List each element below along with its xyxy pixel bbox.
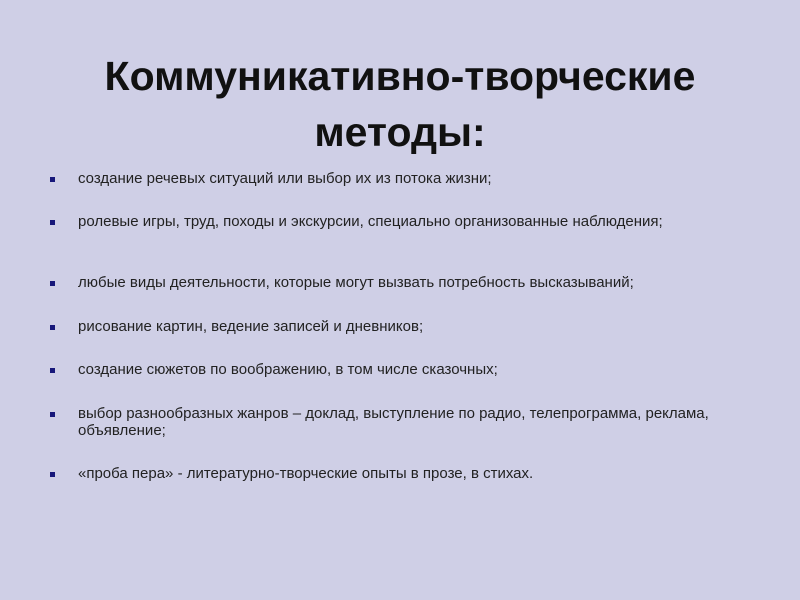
square-bullet-icon [50, 368, 55, 373]
list-item-text: создание речевых ситуаций или выбор их из потока жизни; [78, 170, 492, 187]
title-line-2: методы: [314, 109, 486, 155]
list-item-text: любые виды деятельности, которые могут вызвать потребность высказываний; [78, 274, 634, 291]
list-item [50, 170, 750, 187]
square-bullet-icon [50, 472, 55, 477]
list-item [50, 213, 750, 230]
slide-title [40, 48, 760, 160]
list-item [50, 318, 750, 335]
square-bullet-icon [50, 177, 55, 182]
title-line-1: Коммуникативно-творческие [104, 53, 696, 99]
square-bullet-icon [50, 281, 55, 286]
list-item-text: «проба пера» - литературно-творческие опыты в прозе, в стихах. [78, 465, 534, 482]
square-bullet-icon [50, 412, 55, 417]
list-item [50, 274, 750, 291]
list-item-text: ролевые игры, труд, походы и экскурсии, специально организованные наблюдения; [78, 213, 663, 230]
list-item-text: выбор разнообразных жанров – доклад, выступление по радио, телепрограмма, реклама, объявление; [78, 405, 709, 439]
list-item [50, 465, 750, 482]
square-bullet-icon [50, 220, 55, 225]
list-item-text: создание сюжетов по воображению, в том числе сказочных; [78, 361, 498, 378]
list-item-text: рисование картин, ведение записей и дневников; [78, 318, 424, 335]
square-bullet-icon [50, 325, 55, 330]
list-item [50, 405, 750, 439]
list-item [50, 361, 750, 378]
